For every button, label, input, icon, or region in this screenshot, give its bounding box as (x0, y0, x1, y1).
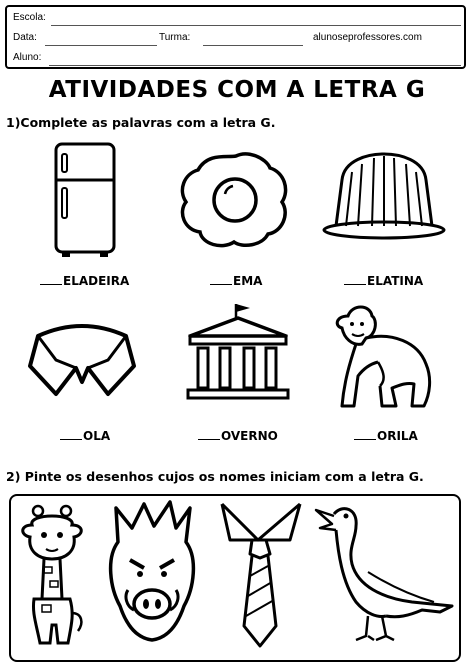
boar-icon (104, 498, 200, 650)
giraffe-icon (18, 503, 92, 653)
student-label: Aluno: (13, 52, 42, 63)
gorilla-icon (322, 302, 446, 414)
government-building-icon (182, 302, 294, 406)
student-field[interactable] (49, 65, 461, 66)
egg-icon (178, 150, 292, 250)
gelatin-icon (318, 150, 450, 242)
class-field[interactable] (203, 45, 303, 46)
question-2: 2) Pinte os desenhos cujos os nomes iniciam com a letra G. (6, 469, 424, 484)
date-field[interactable] (45, 45, 157, 46)
page-title: ATIVIDADES COM A LETRA G (48, 77, 426, 103)
site-text: alunoseprofessores.com (313, 32, 422, 43)
word-government: OVERNO (198, 429, 278, 443)
header-box (5, 5, 466, 69)
school-field[interactable] (51, 25, 461, 26)
question-1: 1)Complete as palavras com a letra G. (6, 115, 276, 130)
word-gorilla: ORILA (354, 429, 418, 443)
date-label: Data: (13, 32, 37, 43)
tie-icon (214, 500, 308, 650)
class-label: Turma: (159, 32, 191, 43)
word-gelatin: ELATINA (344, 274, 423, 288)
fridge-icon (48, 140, 124, 260)
collar-icon (24, 318, 140, 402)
word-egg: EMA (210, 274, 262, 288)
word-collar: OLA (60, 429, 110, 443)
word-fridge: ELADEIRA (40, 274, 129, 288)
seagull-icon (312, 502, 458, 644)
school-label: Escola: (13, 12, 46, 23)
